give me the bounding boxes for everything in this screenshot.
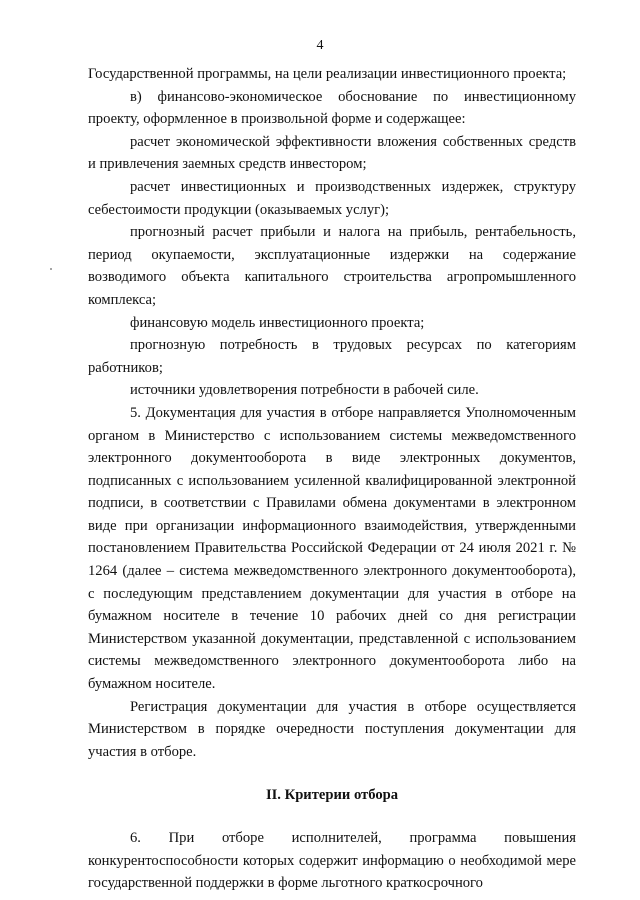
- section-heading: II. Критерии отбора: [265, 787, 399, 804]
- page-number: 4: [316, 38, 324, 53]
- paragraph: Регистрация документации для участия в отборе осуществляется Министерством в порядке очередности поступления документации для участия в отборе.: [88, 698, 576, 760]
- paragraph: Государственной программы, на цели реализации инвестиционного проекта;: [88, 66, 567, 82]
- paragraph: финансовую модель инвестиционного проекта;: [130, 314, 425, 331]
- document-body: [88, 63, 576, 895]
- paragraph: прогнозную потребность в трудовых ресурсах по категориям работников;: [88, 337, 576, 376]
- paragraph: 6. При отборе исполнителей, программа повышения конкурентоспособности которых содержит информацию о необходимой мере государственной поддержки в форме льготного краткосрочного: [88, 830, 576, 892]
- paragraph: 5. Документация для участия в отборе направляется Уполномоченным органом в Министерство с использованием системы межведомственного электронного документооборота в виде электронных документов, подписанных с использованием усиленной квалифицированной электронной подписи, в соответствии с Правилами обмена документами в электронном виде при организации информационного взаимодействия, утвержденными постановлением Правительства Российской Федерации от 24 июля 2021 г. № 1264 (далее – система межведомственного электронного документооборота), с последующим представлением документации для участия в отборе на бумажном носителе в течение 10 рабочих дней со дня регистрации Министерством указанной документации, представленной с использованием системы межведомственного электронного документооборота либо на бумажном носителе.: [88, 404, 576, 693]
- paragraph: расчет инвестиционных и производственных издержек, структуру себестоимости продукции (оказываемых услуг);: [88, 178, 576, 218]
- paragraph: расчет экономической эффективности вложения собственных средств и привлечения заемных средств инвестором;: [88, 133, 576, 173]
- paragraph: источники удовлетворения потребности в рабочей силе.: [130, 382, 479, 399]
- paragraph: прогнозный расчет прибыли и налога на прибыль, рентабельность, период окупаемости, эксплуатационные издержки на содержание возводимого объекта капитального строительства агропромышленного комплекса;: [88, 224, 576, 308]
- paragraph: в) финансово-экономическое обоснование по инвестиционному проекту, оформленное в произвольной форме и содержащее:: [88, 88, 576, 128]
- scan-artifact: [50, 268, 52, 270]
